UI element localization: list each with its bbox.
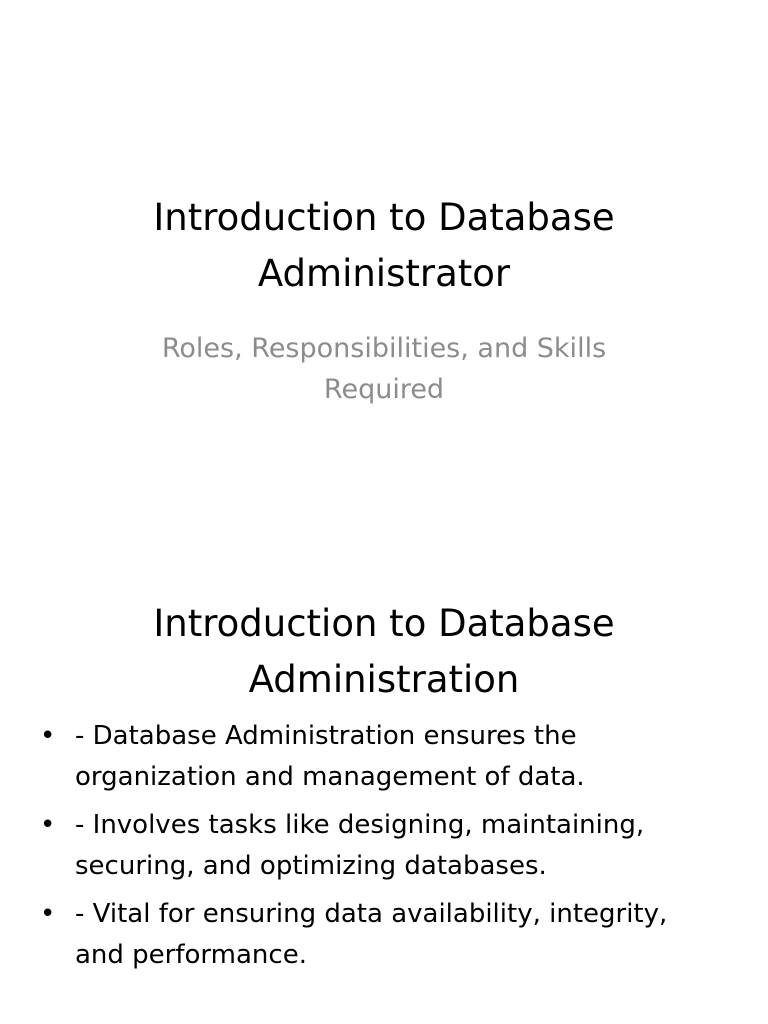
slide-title: Introduction to Database Administrator (153, 196, 615, 295)
bullet-text: - Database Administration ensures the organization and management of data. (75, 721, 585, 792)
bullet-item (38, 805, 708, 887)
bullet-icon: • (40, 899, 56, 929)
slide-title: Introduction to Database Administration (153, 602, 615, 701)
bullet-list (38, 716, 708, 983)
bullet-icon: • (40, 810, 56, 840)
slide-subtitle: Roles, Responsibilities, and Skills Required (161, 333, 607, 405)
bullet-icon: • (40, 721, 56, 751)
bullet-text: - Involves tasks like designing, maintaining, securing, and optimizing databases. (75, 810, 645, 881)
bullet-text: - Vital for ensuring data availability, integrity, and performance. (75, 899, 668, 970)
bullet-item (38, 716, 708, 798)
content-slide (0, 576, 768, 1024)
bullet-item (38, 894, 708, 976)
